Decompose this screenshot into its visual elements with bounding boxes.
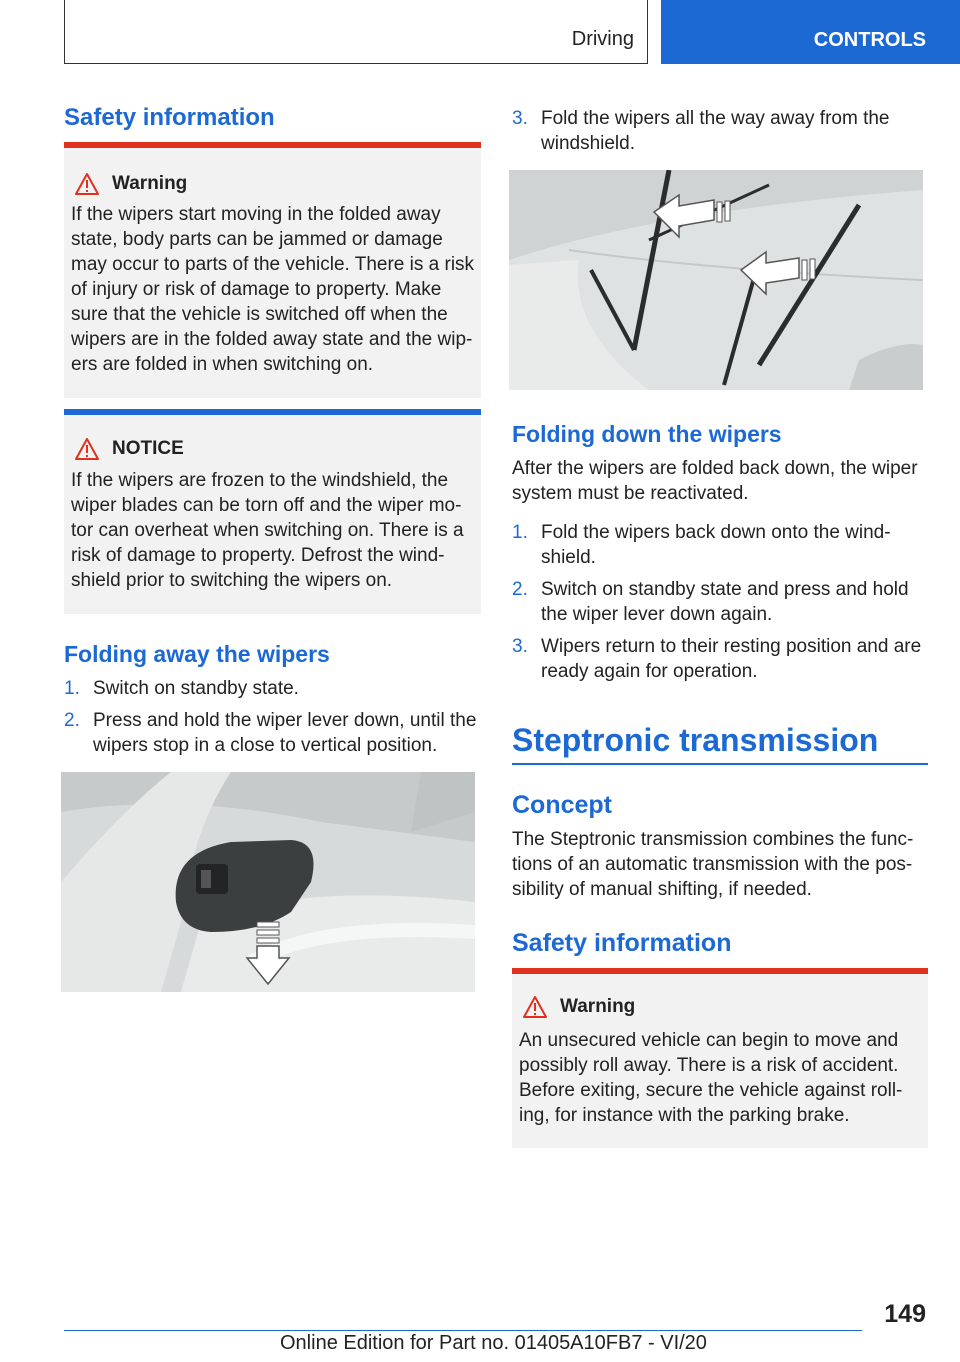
- notice-box: [64, 409, 481, 614]
- notice-text: If the wipers are frozen to the windshield, the wiper blades can be torn off and the wiper mo-tor can overheat when switching on. There is a risk of damage to property. Defrost the wind-shield prior to switching the wipers on.: [71, 470, 464, 591]
- wiper-lever-image: [61, 772, 475, 992]
- wiper-lever-illustration: [61, 772, 475, 992]
- footer-edition: Online Edition for Part no. 01405A10FB7 - VI/20: [280, 1332, 707, 1354]
- footer-rule: [64, 1330, 862, 1331]
- list-item: 1. Fold the wipers back down onto the wind-shield.: [512, 522, 891, 568]
- warning-label: Warning: [560, 996, 636, 1017]
- notice-label: NOTICE: [112, 438, 184, 459]
- safety-info-heading: Safety information: [64, 104, 275, 131]
- concept-heading: Concept: [512, 791, 612, 819]
- warning-text: If the wipers start moving in the folded away state, body parts can be jammed or damage may occur to parts of the vehicle. There is a risk of injury or risk of damage to property. Make sure that the vehicle is switched off when the wipers are in the folded away state and the wip-ers are folded in when switching on.: [71, 204, 475, 375]
- warning-triangle-icon: [74, 437, 100, 461]
- safety-info-heading-2: Safety information: [512, 929, 732, 957]
- list-item: 2. Press and hold the wiper lever down, until the wipers stop in a close to vertical position.: [64, 710, 477, 756]
- warning-triangle-icon: [522, 995, 548, 1019]
- folding-away-steps: [64, 676, 481, 765]
- list-item: 3. Wipers return to their resting position and are ready again for operation.: [512, 636, 922, 682]
- warning-triangle-icon: [74, 172, 100, 196]
- header-chapter-label: CONTROLS: [813, 29, 926, 51]
- warning-title: [74, 172, 187, 196]
- warning-bar: [64, 142, 481, 148]
- steptronic-heading: Steptronic transmission: [512, 722, 879, 758]
- list-item: 1. Switch on standby state.: [64, 678, 299, 699]
- notice-bar: [64, 409, 481, 415]
- warning-title: [522, 995, 635, 1019]
- list-item: 3. Fold the wipers all the way away from the windshield.: [512, 108, 890, 154]
- steptronic-rule: [512, 763, 928, 765]
- warning-bar: [512, 968, 928, 974]
- folding-down-intro: After the wipers are folded back down, the wiper system must be reactivated.: [512, 458, 918, 504]
- concept-text: The Steptronic transmission combines the func-tions of an automatic transmission with the pos-sibility of manual shifting, if needed.: [512, 829, 914, 900]
- wipers-warning-box: [64, 142, 481, 398]
- wipers-folded-image: [509, 170, 923, 390]
- list-item: 2. Switch on standby state and press and hold the wiper lever down again.: [512, 579, 909, 625]
- folding-away-heading: Folding away the wipers: [64, 641, 330, 667]
- wipers-folded-illustration: [509, 170, 923, 390]
- steptronic-warning-box: [512, 968, 928, 1148]
- page-number: 149: [884, 1300, 926, 1328]
- header-chapter-tab[interactable]: [661, 0, 960, 64]
- folding-away-step3: [512, 106, 926, 163]
- warning-label: Warning: [112, 173, 188, 194]
- notice-title: [74, 437, 184, 461]
- header-left-frame: [64, 0, 648, 64]
- warning-text: An unsecured vehicle can begin to move and possibly roll away. There is a risk of accident. Before exiting, secure the vehicle against roll-ing, for instance with the parking brake.: [519, 1030, 903, 1126]
- header-section-label: Driving: [571, 28, 634, 50]
- folding-down-heading: Folding down the wipers: [512, 421, 782, 447]
- folding-down-steps: [512, 520, 926, 691]
